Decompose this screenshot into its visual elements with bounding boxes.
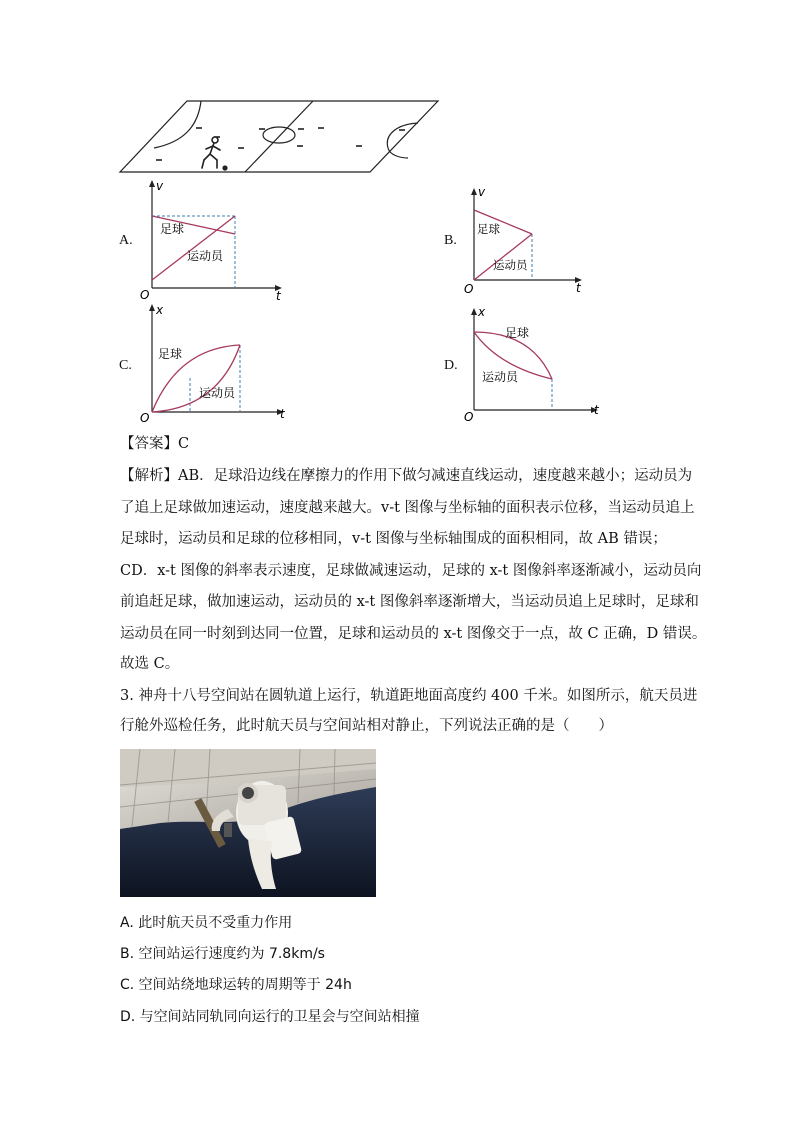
analysis-line-5: 前追赶足球，做加速运动，运动员的 x-t 图像斜率逐渐增大，当运动员追上足球时，足球和 [120, 594, 699, 610]
option-d-x-axis: t [594, 403, 599, 417]
soccer-field-figure [118, 96, 440, 176]
answer-line [120, 434, 189, 454]
option-c-y-axis: x [156, 303, 164, 317]
question3-choice-b[interactable]: B. 空间站运行速度约为 7.8km/s [120, 946, 325, 962]
field-center-circle [263, 127, 295, 143]
option-c-player-label: 运动员 [199, 386, 236, 400]
analysis-line-1: 【解析】AB．足球沿边线在摩擦力的作用下做匀减速直线运动，速度越来越小；运动员为 [120, 468, 693, 484]
option-a-y-axis: v [156, 179, 164, 193]
option-c-origin: O [140, 411, 150, 422]
option-a-graph [138, 178, 286, 300]
option-d-y-axis: x [478, 305, 486, 319]
answer-label: 【答案】 [120, 436, 178, 452]
option-c-graph [138, 300, 288, 422]
option-b-y-axis: v [478, 185, 486, 199]
option-a-origin: O [140, 288, 150, 300]
analysis-line-2: 了追上足球做加速运动，速度越来越大。v-t 图像与坐标轴的面积表示位移，当运动员追上 [120, 500, 695, 516]
question3-choice-a[interactable]: A. 此时航天员不受重力作用 [120, 915, 293, 931]
analysis-line-7: 故选 C。 [120, 656, 180, 672]
option-c-x-axis: t [280, 407, 285, 421]
option-b-letter: B. [444, 233, 457, 248]
option-b-player-line [474, 234, 532, 280]
player-dashes [156, 128, 405, 160]
option-b-origin: O [464, 282, 474, 296]
option-d-ball-label: 足球 [505, 326, 530, 340]
option-c-ball-label: 足球 [158, 347, 183, 361]
option-b-player-label: 运动员 [493, 258, 528, 272]
analysis-line-4: CD．x-t 图像的斜率表示速度，足球做减速运动，足球的 x-t 图像斜率逐渐减小，运动员向 [120, 563, 702, 579]
option-b-ball-label: 足球 [477, 222, 500, 236]
option-d-origin: O [464, 410, 474, 424]
option-d-letter: D. [444, 358, 458, 373]
question3-line-2: 行舱外巡检任务，此时航天员与空间站相对静止，下列说法正确的是（ ） [120, 718, 613, 734]
option-a-player-label: 运动员 [187, 249, 224, 263]
field-right-penalty-arc [387, 123, 418, 158]
answer-value: C [178, 436, 190, 452]
analysis-line-6: 运动员在同一时刻到达同一位置，足球和运动员的 x-t 图像交于一点，故 C 正确，D 错误。 [120, 626, 707, 642]
question3-choice-d[interactable]: D. 与空间站同轨同向运行的卫星会与空间站相撞 [120, 1009, 420, 1025]
option-d-graph [460, 304, 602, 424]
option-a-x-axis: t [276, 289, 281, 300]
question3-choice-c[interactable]: C. 空间站绕地球运转的周期等于 24h [120, 977, 352, 993]
soccer-ball-icon [222, 165, 227, 170]
option-a-letter: A. [119, 233, 133, 248]
question3-line-1: 3. 神舟十八号空间站在圆轨道上运行，轨道距地面高度约 400 千米。如图所示，航天员进 [120, 688, 698, 704]
option-a-ball-label: 足球 [160, 222, 185, 236]
option-d-player-label: 运动员 [482, 370, 519, 384]
analysis-line-3: 足球时，运动员和足球的位移相同，v-t 图像与坐标轴围成的面积相同，故 AB 错误； [120, 531, 667, 547]
astronaut-eva-photo [120, 749, 376, 897]
analysis-label: 【解析】 [120, 468, 178, 484]
option-b-x-axis: t [576, 281, 581, 295]
running-player-icon [202, 137, 220, 168]
option-b-graph [460, 184, 588, 296]
field-center-line [245, 101, 313, 172]
option-c-letter: C. [119, 358, 132, 373]
field-left-penalty-arc [154, 101, 201, 148]
